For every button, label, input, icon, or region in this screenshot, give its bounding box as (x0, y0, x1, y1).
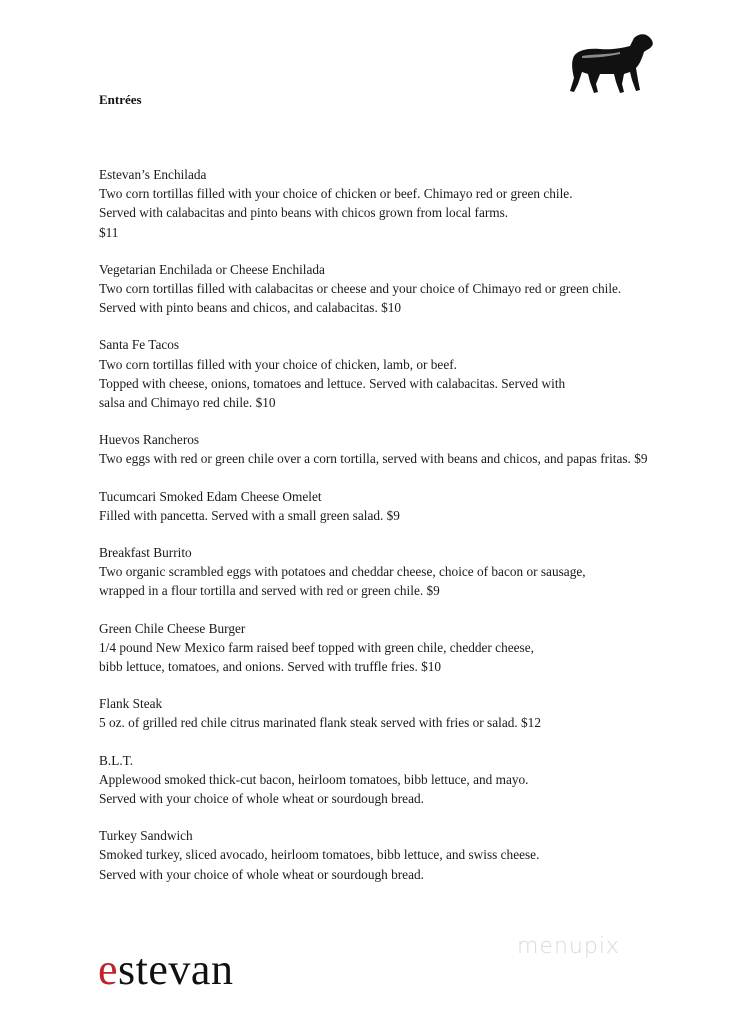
item-description: Topped with cheese, onions, tomatoes and lettuce. Served with calabacitas. Served with (99, 375, 566, 391)
item-name: Turkey Sandwich (99, 828, 193, 844)
menu-item (99, 260, 719, 318)
item-description: Two corn tortillas filled with calabacitas or cheese and your choice of Chimayo red or green chile. (99, 281, 622, 297)
item-description: Smoked turkey, sliced avocado, heirloom tomatoes, bibb lettuce, and swiss cheese. (99, 847, 540, 863)
section-title: Entrées (99, 92, 142, 107)
item-description: bibb lettuce, tomatoes, and onions. Served with truffle fries. $10 (99, 659, 442, 675)
menu-item (99, 487, 719, 525)
item-description: wrapped in a flour tortilla and served with red or green chile. $9 (99, 583, 440, 599)
item-name: Vegetarian Enchilada or Cheese Enchilada (99, 261, 325, 277)
item-description: 5 oz. of grilled red chile citrus marinated flank steak served with fries or salad. $12 (99, 715, 541, 731)
menu-item (99, 165, 719, 242)
logo-accent-letter: e (98, 945, 119, 994)
logo-text: stevan (118, 945, 234, 994)
item-description: 1/4 pound New Mexico farm raised beef topped with green chile, chedder cheese, (99, 639, 534, 655)
item-name: Breakfast Burrito (99, 545, 192, 561)
menu-item (99, 335, 719, 412)
menu-item (99, 543, 719, 601)
item-description: Filled with pancetta. Served with a small green salad. $9 (99, 507, 400, 523)
item-description: Served with pinto beans and chicos, and calabacitas. $10 (99, 300, 402, 316)
item-name: Santa Fe Tacos (99, 337, 180, 353)
item-description: salsa and Chimayo red chile. $10 (99, 395, 276, 411)
watermark: menupix (517, 934, 620, 959)
lamb-silhouette-icon (566, 30, 658, 98)
menu-item (99, 694, 719, 732)
item-description: Two organic scrambled eggs with potatoes and cheddar cheese, choice of bacon or sausage, (99, 564, 586, 580)
menu-list (99, 165, 719, 902)
item-description: Two eggs with red or green chile over a corn tortilla, served with beans and chicos, and papas fritas. $9 (99, 451, 648, 467)
item-price: $11 (99, 224, 119, 240)
item-name: Huevos Rancheros (99, 432, 200, 448)
item-description: Two corn tortillas filled with your choice of chicken, lamb, or beef. (99, 356, 457, 372)
item-name: B.L.T. (99, 752, 134, 768)
menu-item (99, 826, 719, 884)
item-description: Two corn tortillas filled with your choice of chicken or beef. Chimayo red or green chile. (99, 186, 573, 202)
item-description: Applewood smoked thick-cut bacon, heirloom tomatoes, bibb lettuce, and mayo. (99, 771, 529, 787)
item-name: Green Chile Cheese Burger (99, 620, 246, 636)
item-description: Served with your choice of whole wheat or sourdough bread. (99, 791, 424, 807)
menu-item (99, 619, 719, 677)
menu-item (99, 430, 719, 468)
item-name: Tucumcari Smoked Edam Cheese Omelet (99, 488, 322, 504)
item-name: Estevan’s Enchilada (99, 167, 207, 182)
menu-item (99, 751, 719, 809)
restaurant-logo (98, 945, 234, 994)
item-description: Served with your choice of whole wheat or sourdough bread. (99, 866, 424, 882)
item-description: Served with calabacitas and pinto beans with chicos grown from local farms. (99, 205, 509, 221)
item-name: Flank Steak (99, 696, 163, 712)
